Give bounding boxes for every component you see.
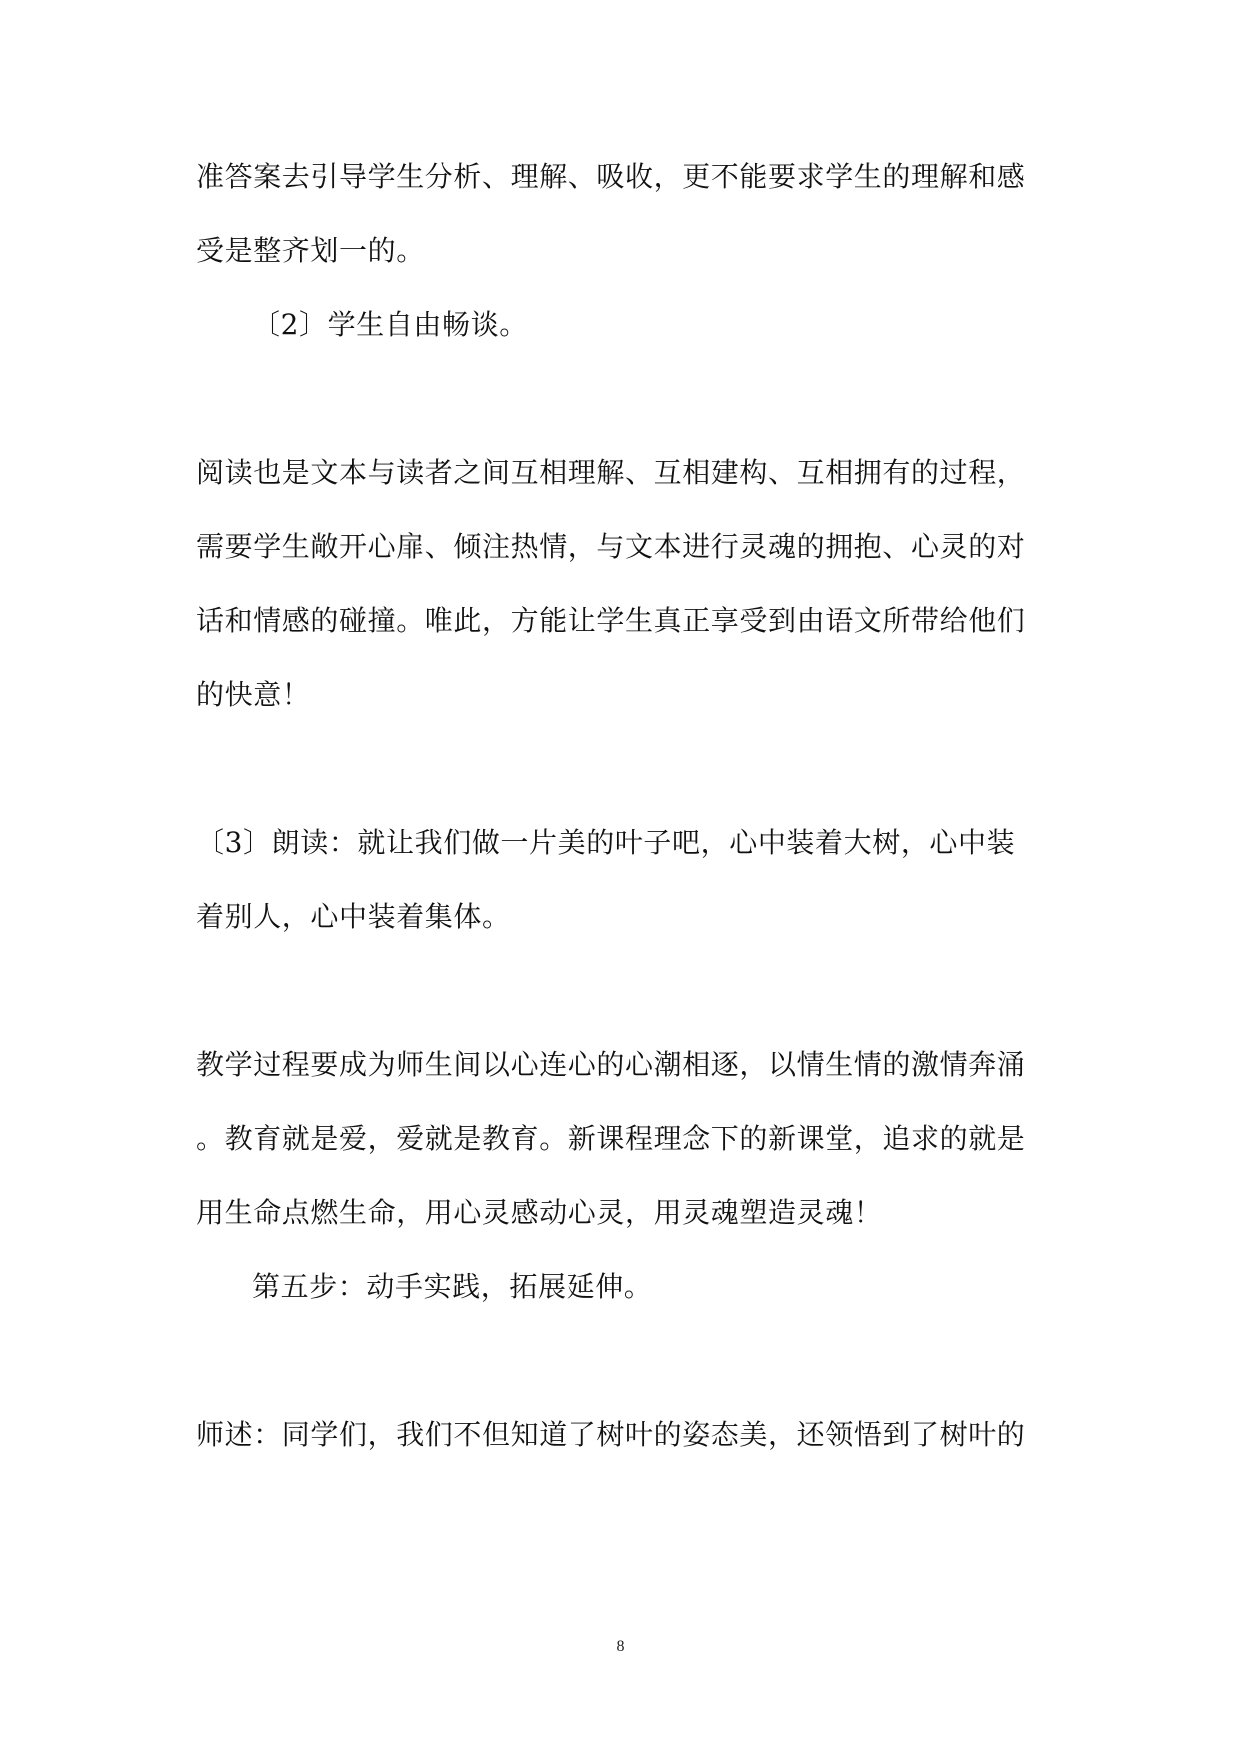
text-line: 准答案去引导学生分析、理解、吸收，更不能要求学生的理解和感	[196, 160, 1026, 193]
page-number: 8	[616, 1638, 625, 1655]
text-line: 阅读也是文本与读者之间互相理解、互相建构、互相拥有的过程，	[196, 456, 1026, 489]
text-line: 第五步：动手实践，拓展延伸。	[252, 1270, 653, 1303]
text-line: 〔3〕朗读：就让我们做一片美的叶子吧，心中装着大树，心中装	[196, 826, 1016, 859]
text-line: 的快意！	[196, 678, 311, 711]
text-line: 。教育就是爱，爱就是教育。新课程理念下的新课堂，追求的就是	[196, 1122, 1026, 1155]
text-line: 需要学生敞开心扉、倾注热情，与文本进行灵魂的拥抱、心灵的对	[196, 530, 1026, 563]
text-line: 话和情感的碰撞。唯此，方能让学生真正享受到由语文所带给他们	[196, 604, 1026, 637]
text-line: 着别人，心中装着集体。	[196, 900, 511, 933]
text-line: 用生命点燃生命，用心灵感动心灵，用灵魂塑造灵魂！	[196, 1196, 883, 1229]
text-line: 教学过程要成为师生间以心连心的心潮相逐，以情生情的激情奔涌	[196, 1048, 1026, 1081]
text-line: 受是整齐划一的。	[196, 234, 425, 267]
text-line: 师述：同学们，我们不但知道了树叶的姿态美，还领悟到了树叶的	[196, 1418, 1026, 1451]
text-line: 〔2〕学生自由畅谈。	[252, 308, 528, 341]
